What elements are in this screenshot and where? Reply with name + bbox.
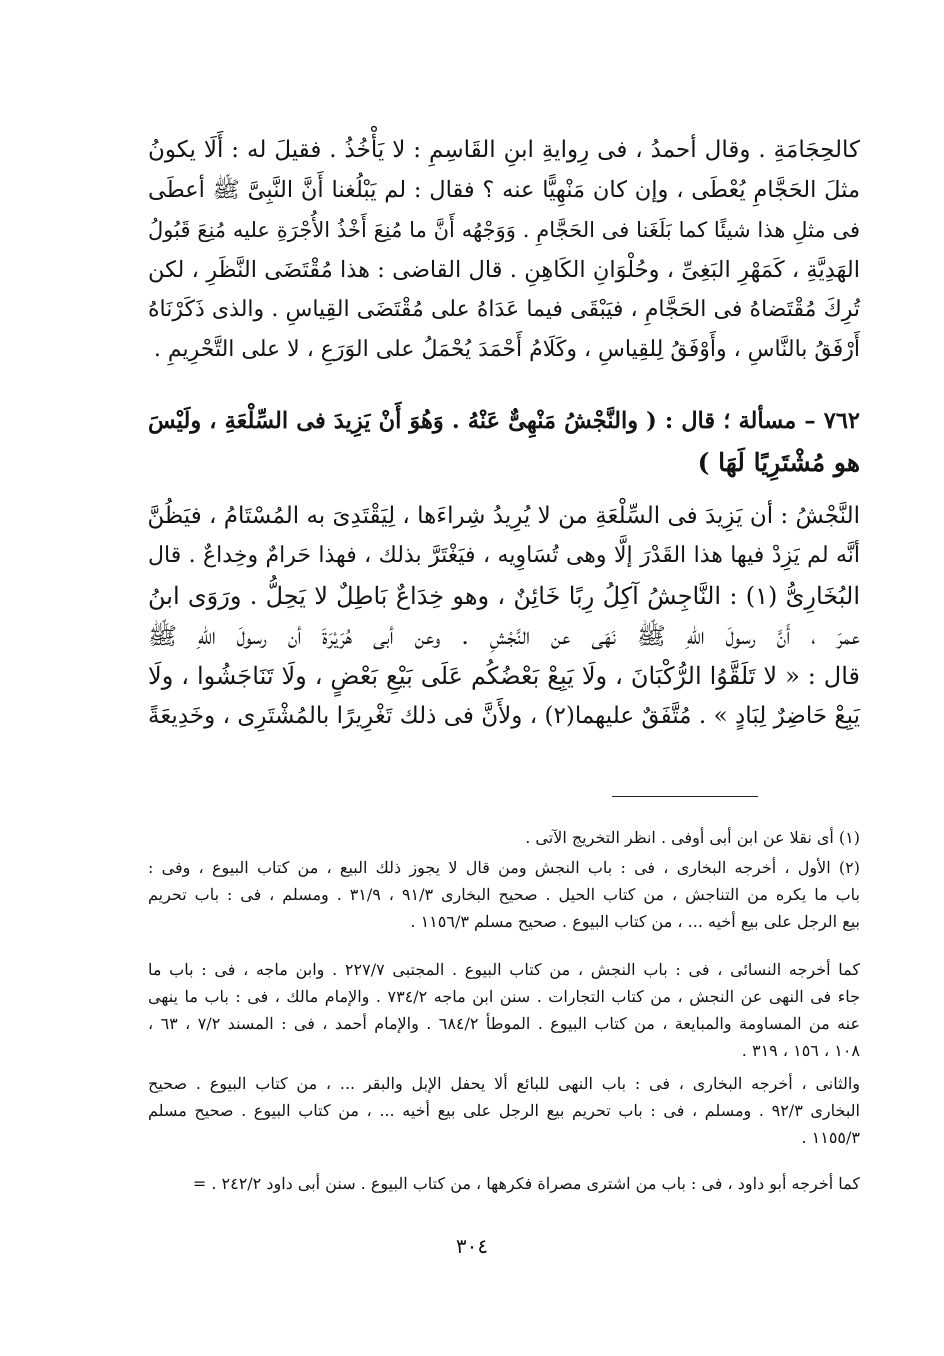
page-number: ٣٠٤ — [455, 1234, 489, 1258]
footnote-line: كما أخرجه أبو داود ، فى : باب من اشترى مصراة فكرهها ، من كتاب البيوع . سنن أبى داود ٢٤٢/٢ . = — [192, 1174, 860, 1193]
paragraph-line: أَرْفَقُ بالنَّاسِ ، وأَوْفَقُ لِلقِياسِ ، وكَلَامُ أَحْمَدَ يُحْمَلُ على الوَرَعِ ، لا على التَّحْرِيمِ . — [153, 337, 860, 362]
footnote-separator — [612, 796, 758, 797]
footnote-line: (٢) الأول ، أخرجه البخارى ، فى : باب النجش ومن قال لا يجوز ذلك البيع ، من كتاب البيوع ، وفى : — [148, 858, 860, 877]
footnote-line: والثانى ، أخرجه البخارى ، فى : باب النهى للبائع ألا يحفل الإبل والبقر ... ، من كتاب البيوع . صحيح — [148, 1074, 860, 1093]
footnote-line: بيع الرجل على بيع أخيه ... ، من كتاب البيوع . صحيح مسلم ١١٥٦/٣ . — [410, 912, 860, 931]
footnote-line: باب ما يكره من التناجش ، من كتاب الحيل . صحيح البخارى ٩١/٣ ، ٣١/٩ . ومسلم ، فى : باب تحريم — [148, 885, 861, 904]
footnote-line: ١٠٨ ، ١٥٦ ، ٣١٩ . — [741, 1041, 860, 1060]
paragraph-line: فى مثلِ هذا شيئًا كما بَلَغَنا فى الحَجَّامِ . وَوَجْهُه أَنَّ ما مُنِعَ أَخْذُ الأُجْرَةِ عليه مُنِعَ قَبُولُ — [148, 218, 860, 242]
footnote-line: البخارى ٩٢/٣ . ومسلم ، فى : باب تحريم بيع الرجل على بيع أخيه ... ، من كتاب البيوع . صحيح مسلم — [148, 1101, 861, 1120]
footnote-2-second-hadith — [148, 1070, 860, 1151]
paragraph-line: البُخَارِىُّ (١) : النَّاجِشُ آكِلُ رِبًا خَائِنٌ ، وهو خِدَاعٌ بَاطِلٌ لا يَحِلُّ . ورَوَى ابنُ — [148, 582, 860, 610]
footnote-line: (١) أى نقلا عن ابن أبى أوفى . انظر التخريج الآتى . — [525, 828, 860, 847]
footnote-2-continuation — [148, 956, 860, 1064]
paragraph-line: أنَّه لم يَزِدْ فيها هذا القَدْرَ إلَّا وهى تُسَاوِيه ، فيَغْتَرَّ بذلك ، فهذا حَرامٌ وخِداعٌ . قال — [148, 543, 860, 568]
heading-line: هو مُشْتَرِيًا لَهَا ) — [697, 448, 860, 477]
footnote-line: كما أخرجه النسائى ، فى : باب النجش ، من كتاب البيوع . المجتبى ٢٢٧/٧ . وابن ماجه ، فى : باب ما — [148, 960, 861, 979]
footnote-line: جاء فى النهى عن النجش ، من كتاب التجارات . سنن ابن ماجه ٧٣٤/٢ . والإمام مالك ، فى : باب ما ينهى — [148, 987, 860, 1006]
footnote-line: ١١٥٥/٣ . — [801, 1128, 860, 1147]
masala-heading — [148, 400, 860, 484]
paragraph-line: يَبِعْ حَاضِرٌ لِبَادٍ » . مُتَّفَقٌ عليهما(٢) ، ولأَنَّ فى ذلك تَغْرِيرًا بالمُشْتَرِى ، وخَدِيعَةً — [148, 703, 861, 729]
footnote-1 — [148, 824, 860, 851]
paragraph-line: الهَدِيَّةِ ، كَمَهْرِ البَغِىِّ ، وحُلْوَانِ الكَاهِنِ . قال القاضى : هذا مُقْتَضَى النَّظَرِ ، لكن — [148, 257, 860, 283]
footnote-2-abu-dawud — [148, 1170, 860, 1197]
paragraph-line: النَّجْشُ : أن يَزِيدَ فى السِّلْعَةِ من لا يُرِيدُ شِراءَها ، لِيَقْتَدِىَ به المُسْتَامُ ، فيَظُنَّ — [147, 503, 860, 529]
paragraph-2 — [148, 496, 860, 736]
heading-line: ٧٦٢ – مسألة ؛ قال : ( والنَّجْشُ مَنْهِىٌّ عَنْهُ . وَهُوَ أَنْ يَزِيدَ فى السِّلْعَةِ ، ولَيْسَ — [148, 408, 860, 434]
paragraph-line: مثلَ الحَجَّامِ يُعْطَى ، وإن كان مَنْهِيًّا عنه ؟ فقال : لم يَبْلُغنا أَنَّ النَّبِىَّ ﷺ أعطَى — [148, 177, 860, 203]
footnote-line: عنه من المساومة والمبايعة ، من كتاب البيوع . الموطأ ٦٨٤/٢ . والإمام أحمد ، فى : المسند ٧/٢ ، ٦٣ ، — [148, 1014, 861, 1033]
paragraph-line: قال : « لا تَلَقَّوُا الرُّكْبَانَ ، ولَا يَبِعْ بَعْضُكُم عَلَى بَيْعِ بَعْضٍ ، ولَا تَنَاجَشُوا ، ولَا — [148, 662, 860, 690]
footnote-2 — [148, 854, 860, 935]
paragraph-line: تُرِكَ مُقْتَضاهُ فى الحَجَّامِ ، فيَبْقَى فيما عَدَاهُ على مُقْتَضَى القِياسِ . والذى ذَكَرْنَاهُ — [148, 297, 860, 322]
paragraph-1 — [148, 130, 860, 370]
paragraph-line: كالحِجَامَةِ . وقال أحمدُ ، فى رِوايةِ ابنِ القَاسِمِ : لا يَأْخُذُ . فقيلَ له : أَلَا يكونُ — [148, 137, 860, 163]
paragraph-line: عمرَ ، أَنَّ رسولَ اللهِ ﷺ نَهَى عن النَّجْشِ . وعن أبى هُرَيْرَةَ أن رسولَ اللهِ ﷺ — [148, 622, 860, 650]
